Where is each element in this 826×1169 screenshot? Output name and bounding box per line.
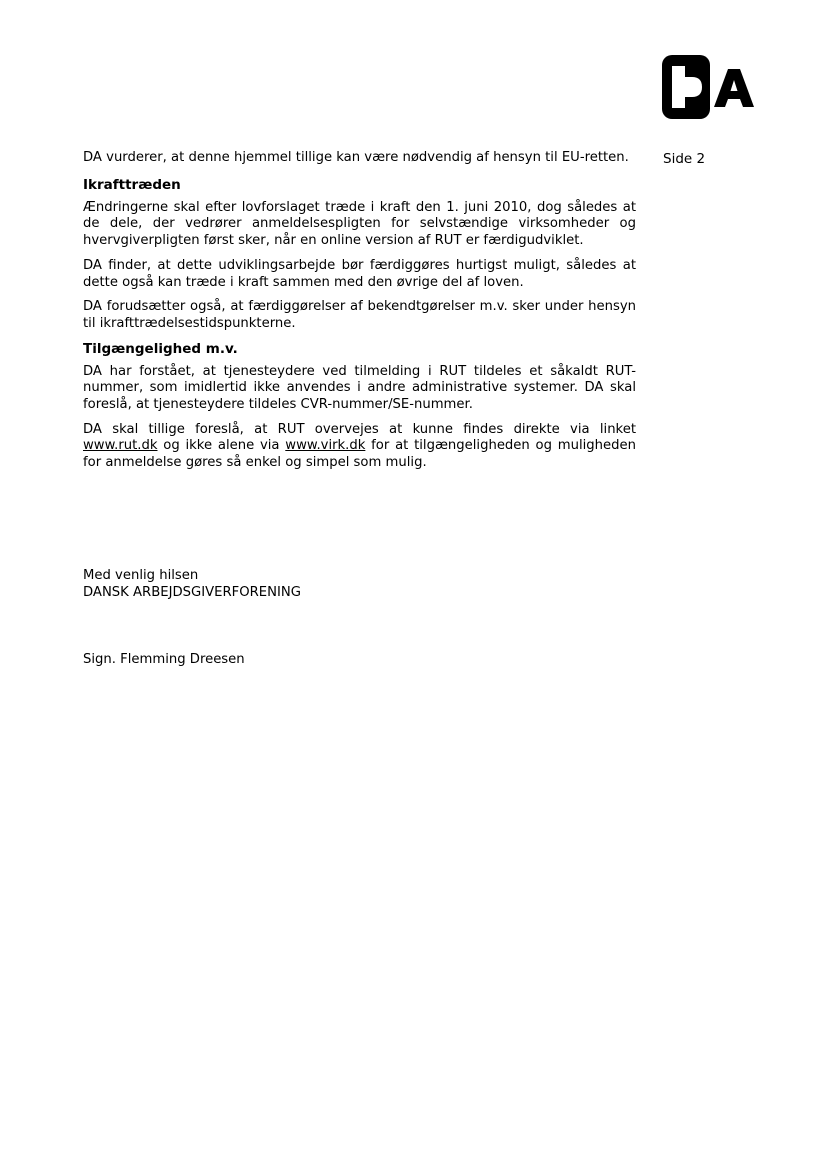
rut-link[interactable]: www.rut.dk [83, 438, 158, 454]
closing-block [83, 568, 301, 601]
text-segment: for at tilgængeligheden og muligheden for anmeldelse gøres så enkel og simpel som mulig. [83, 438, 636, 471]
section-heading-tilgaengelighed: Tilgængelighed m.v. [83, 340, 238, 357]
paragraph: DA har forstået, at tjenesteydere ved tilmelding i RUT tildeles et såkaldt RUT-nummer, som imidlertid ikke anvendes i andre administrative systemer. DA skal foreslå, at tjenesteydere tildeles CVR-nummer/SE-nummer. [83, 363, 636, 413]
signature: Sign. Flemming Dreesen [83, 652, 245, 667]
paragraph: DA forudsætter også, at færdiggørelser af bekendtgørelser m.v. sker under hensyn til ikrafttrædelsestidspunkterne. [83, 299, 636, 331]
virk-link[interactable]: www.virk.dk [285, 438, 366, 454]
organization-name: DANSK ARBEJDSGIVERFORENING [83, 584, 301, 600]
text-segment: DA skal tillige foreslå, at RUT overvejes at kunne findes direkte via linket [83, 421, 636, 437]
paragraph: Ændringerne skal efter lovforslaget træde i kraft den 1. juni 2010, dog således at de dele, der vedrører anmeldelsespligten for selvstændige virksomheder og hvervgiverpligten først sker, når en online version af RUT er færdigudviklet. [83, 199, 636, 249]
letter-body [83, 150, 636, 480]
logo-text: DA [662, 55, 664, 56]
da-logo [662, 55, 774, 119]
paragraph-with-links [83, 422, 636, 472]
text-segment: og ikke alene via [157, 438, 286, 454]
page-number: Side 2 [663, 151, 706, 167]
greeting: Med venlig hilsen [83, 568, 199, 583]
intro-paragraph: DA vurderer, at denne hjemmel tillige kan være nødvendig af hensyn til EU-retten. [83, 150, 629, 165]
section-heading-ikrafttraeden: Ikrafttræden [83, 176, 181, 193]
paragraph: DA finder, at dette udviklingsarbejde bør færdiggøres hurtigst muligt, således at dette også kan træde i kraft sammen med den øvrige del af loven. [83, 257, 636, 290]
